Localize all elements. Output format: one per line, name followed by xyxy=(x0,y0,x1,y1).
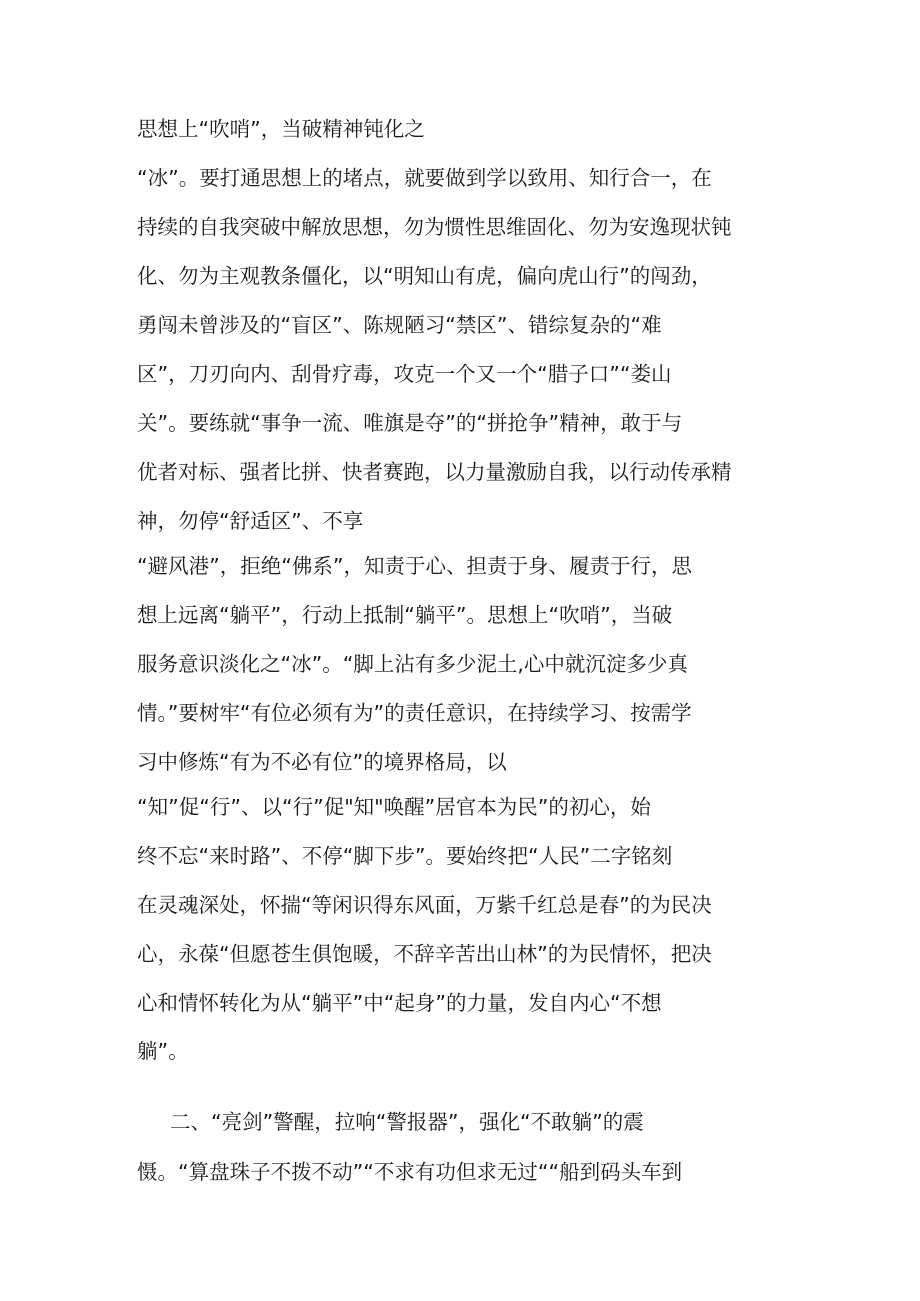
text-line-8: 优者对标、强者比拼、快者赛跑，以力量激励自我，以行动传承精 xyxy=(137,460,732,484)
text-line-16: 终不忘“来时路”、不停“脚下步”。要始终把“人民”二字铭刻 xyxy=(137,844,673,868)
text-line-1: 思想上“吹哨”，当破精神钝化之 xyxy=(137,117,425,141)
text-line-4: 化、勿为主观教条僵化，以“明知山有虎，偏向虎山行”的闯劲， xyxy=(137,264,712,288)
text-line-3: 持续的自我突破中解放思想，勿为惯性思维固化、勿为安逸现状钝 xyxy=(137,215,732,239)
text-line-13: 情。”要树牢“有位必须有为”的责任意识，在持续学习、按需学 xyxy=(137,701,692,725)
text-line-10: “避风港”，拒绝“佛系”，知责于心、担责于身、履责于行，思 xyxy=(137,554,692,578)
text-line-5: 勇闯未曾涉及的“盲区”、陈规陋习“禁区”、错综复杂的“难 xyxy=(137,313,662,337)
text-line-18: 心，永葆“但愿苍生俱饱暖，不辞辛苦出山林”的为民情怀，把决 xyxy=(137,942,712,966)
text-line-15: “知”促“行”、以“行”促"知"唤醒”居官本为民”的初心，始 xyxy=(137,795,651,819)
text-line-19: 心和情怀转化为从“躺平”中“起身”的力量，发自内心“不想 xyxy=(137,991,662,1015)
section-heading-line: 二、“亮剑”警醒，拉响“警报器”，强化“不敢躺”的震 xyxy=(170,1110,644,1134)
text-line-17: 在灵魂深处，怀揣“等闲识得东风面，万紫千红总是春”的为民决 xyxy=(137,893,712,917)
text-line-14: 习中修炼“有为不必有位”的境界格局，以 xyxy=(137,750,507,774)
text-line-20: 躺”。 xyxy=(137,1039,189,1063)
text-line-6: 区”，刀刃向内、刮骨疗毒，攻克一个又一个“腊子口”“娄山 xyxy=(137,362,672,386)
text-line-2: “冰”。要打通思想上的堵点，就要做到学以致用、知行合一，在 xyxy=(137,166,712,190)
text-line-12: 服务意识淡化之“冰”。“脚上沾有多少泥土,心中就沉淀多少真 xyxy=(137,652,688,676)
text-line-7: 关”。要练就“事争一流、唯旗是夺”的“拼抢争”精神，敢于与 xyxy=(137,411,683,435)
text-line-11: 想上远离“躺平”，行动上抵制“躺平”。思想上“吹哨”，当破 xyxy=(137,603,673,627)
text-line-22: 慑。“算盘珠子不拨不动”“不求有功但求无过““船到码头车到 xyxy=(137,1160,683,1184)
text-line-9: 神，勿停“舒适区”、不享 xyxy=(137,509,364,533)
